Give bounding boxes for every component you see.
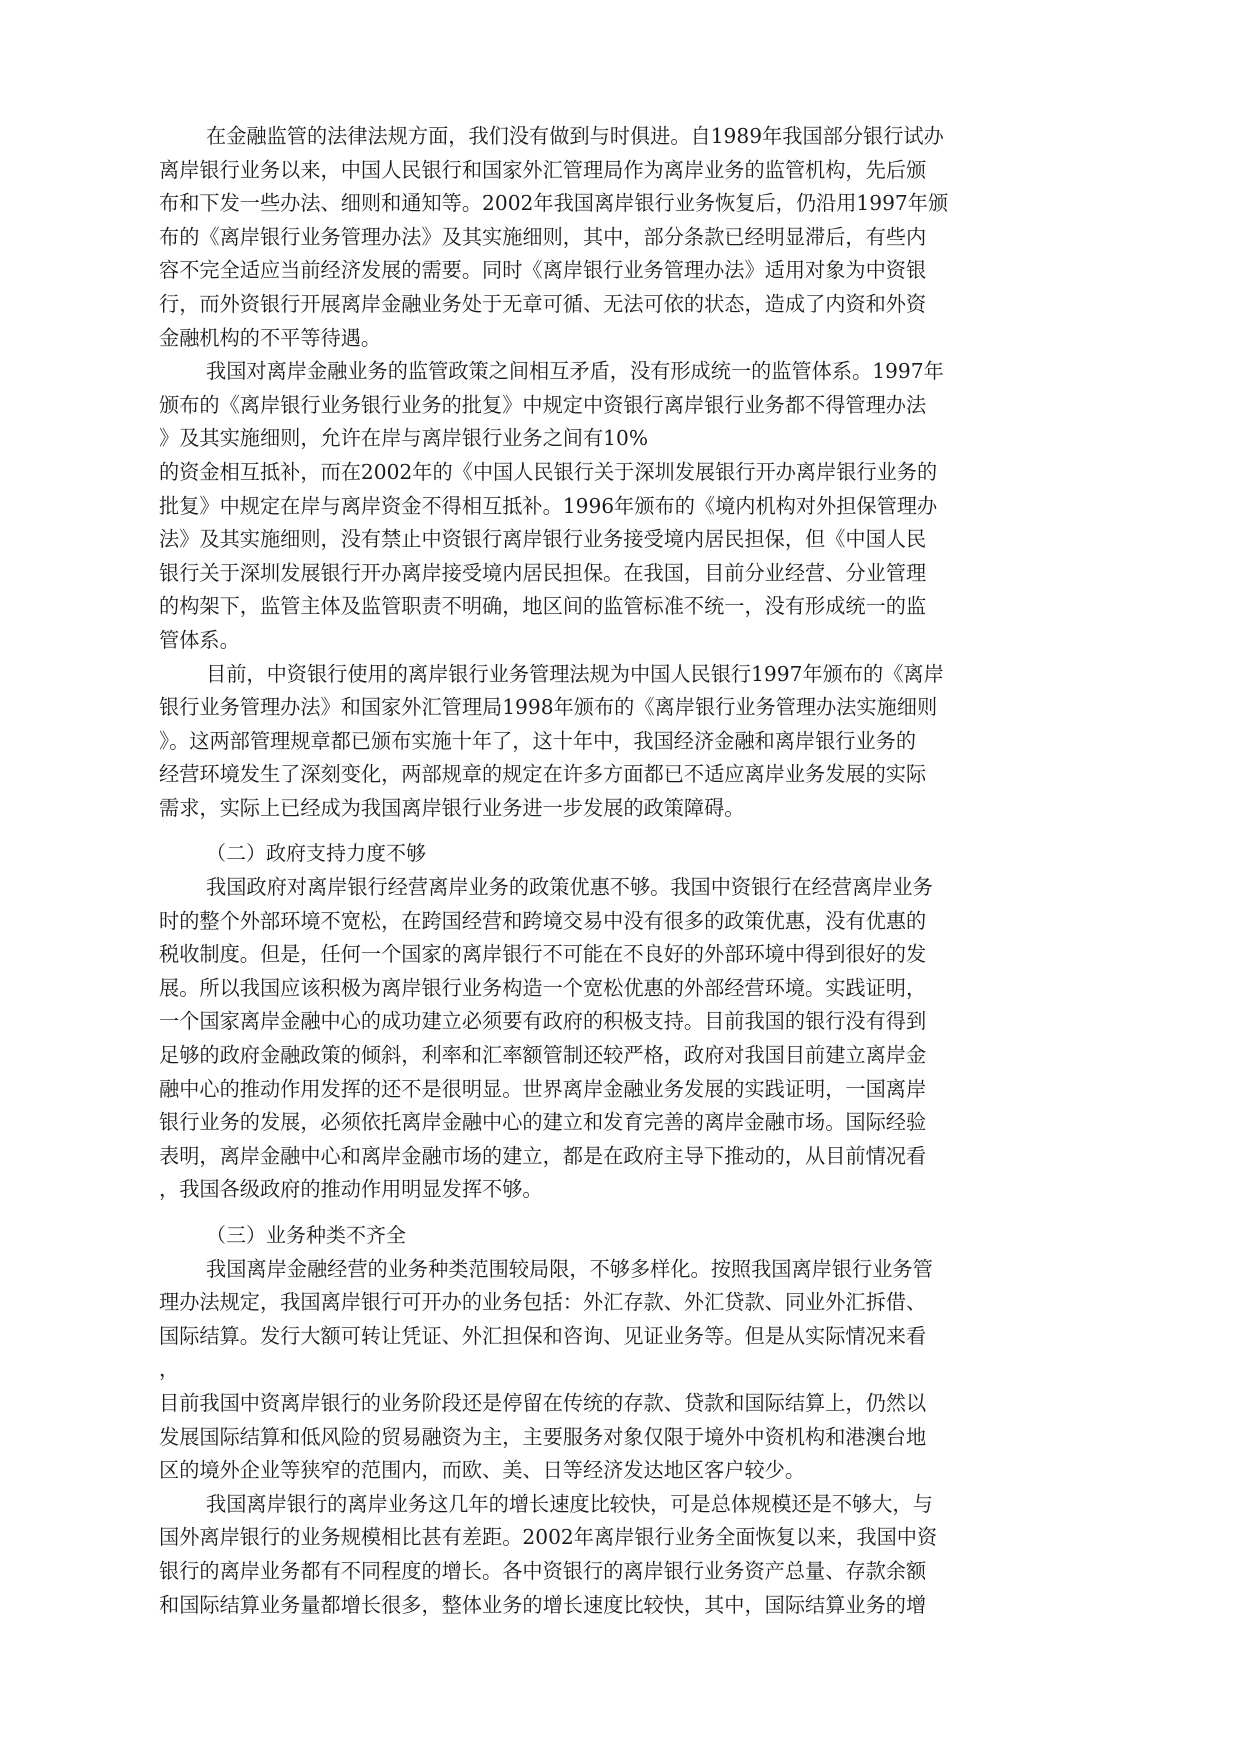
text-line: 》及其实施细则，允许在岸与离岸银行业务之间有10%	[159, 426, 648, 451]
text-line: 我国离岸金融经营的业务种类范围较局限，不够多样化。按照我国离岸银行业务管	[206, 1256, 933, 1281]
section-heading: （二）政府支持力度不够	[206, 841, 426, 866]
text-line: 我国政府对离岸银行经营离岸业务的政策优惠不够。我国中资银行在经营离岸业务	[206, 875, 933, 900]
text-line: 的资金相互抵补，而在2002年的《中国人民银行关于深圳发展银行开办离岸银行业务的	[159, 459, 938, 484]
text-line: 布的《离岸银行业务管理办法》及其实施细则，其中，部分条款已经明显滞后，有些内	[159, 224, 927, 249]
paragraph	[159, 871, 1099, 1207]
text-line: 融中心的推动作用发挥的还不是很明显。世界离岸金融业务发展的实践证明，一国离岸	[159, 1076, 927, 1101]
section-heading: （三）业务种类不齐全	[206, 1223, 406, 1247]
text-line: 足够的政府金融政策的倾斜，利率和汇率额管制还较严格，政府对我国目前建立离岸金	[159, 1043, 927, 1068]
text-line: 国外离岸银行的业务规模相比甚有差距。2002年离岸银行业务全面恢复以来，我国中资	[159, 1525, 938, 1550]
paragraph	[159, 1488, 1099, 1622]
text-line: 目前我国中资离岸银行的业务阶段还是停留在传统的存款、贷款和国际结算上，仍然以	[159, 1390, 927, 1415]
text-line: 法》及其实施细则，没有禁止中资银行离岸银行业务接受境内居民担保，但《中国人民	[159, 527, 927, 552]
text-line: 理办法规定，我国离岸银行可开办的业务包括：外汇存款、外汇贷款、同业外汇拆借、	[159, 1290, 927, 1315]
text-line: 金融机构的不平等待遇。	[159, 325, 382, 350]
text-line: 批复》中规定在岸与离岸资金不得相互抵补。1996年颁布的《境内机构对外担保管理办	[159, 493, 938, 518]
section-gap	[159, 1207, 1099, 1219]
document-page	[159, 120, 1099, 1622]
text-line: 一个国家离岸金融中心的成功建立必须要有政府的积极支持。目前我国的银行没有得到	[159, 1009, 927, 1034]
text-line: 银行关于深圳发展银行开办离岸接受境内居民担保。在我国，目前分业经营、分业管理	[159, 560, 927, 585]
text-line: 管体系。	[159, 627, 240, 652]
text-line: 行，而外资银行开展离岸金融业务处于无章可循、无法可依的状态，造成了内资和外资	[159, 291, 927, 316]
text-line: 国际结算。发行大额可转让凭证、外汇担保和咨询、见证业务等。但是从实际情况来看	[159, 1323, 927, 1348]
text-line: 颁布的《离岸银行业务银行业务的批复》中规定中资银行离岸银行业务都不得管理办法	[159, 392, 927, 417]
text-line: 我国离岸银行的离岸业务这几年的增长速度比较快，可是总体规模还是不够大，与	[206, 1491, 933, 1516]
text-line: 发展国际结算和低风险的贸易融资为主，主要服务对象仅限于境外中资机构和港澳台地	[159, 1424, 927, 1449]
text-line: 银行业务的发展，必须依托离岸金融中心的建立和发育完善的离岸金融市场。国际经验	[159, 1110, 927, 1135]
section-gap	[159, 825, 1099, 837]
text-line: 区的境外企业等狭窄的范围内，而欧、美、日等经济发达地区客户较少。	[159, 1458, 806, 1483]
text-line: 税收制度。但是，任何一个国家的离岸银行不可能在不良好的外部环境中得到很好的发	[159, 942, 927, 967]
text-line: 展。所以我国应该积极为离岸银行业务构造一个宽松优惠的外部经营环境。实践证明，	[159, 975, 927, 1000]
text-line: ，我国各级政府的推动作用明显发挥不够。	[159, 1177, 543, 1202]
text-line: 表明，离岸金融中心和离岸金融市场的建立，都是在政府主导下推动的，从目前情况看	[159, 1143, 927, 1168]
paragraph	[159, 658, 1099, 826]
text-line: ，	[159, 1357, 180, 1382]
text-line: 容不完全适应当前经济发展的需要。同时《离岸银行业务管理办法》适用对象为中资银	[159, 258, 927, 283]
text-line: 目前，中资银行使用的离岸银行业务管理法规为中国人民银行1997年颁布的《离岸	[206, 661, 944, 686]
paragraph	[159, 120, 1099, 355]
text-line: 银行业务管理办法》和国家外汇管理局1998年颁布的《离岸银行业务管理办法实施细则	[159, 695, 938, 720]
text-line: 和国际结算业务量都增长很多，整体业务的增长速度比较快，其中，国际结算业务的增	[159, 1592, 927, 1617]
text-line: 的构架下，监管主体及监管职责不明确，地区间的监管标准不统一，没有形成统一的监	[159, 594, 927, 619]
text-line: 我国对离岸金融业务的监管政策之间相互矛盾，没有形成统一的监管体系。1997年	[206, 359, 944, 384]
text-line: 布和下发一些办法、细则和通知等。2002年我国离岸银行业务恢复后，仍沿用1997年颁	[159, 191, 949, 216]
paragraph	[159, 1253, 1099, 1488]
text-line: 》。这两部管理规章都已颁布实施十年了，这十年中，我国经济金融和离岸银行业务的	[159, 728, 917, 753]
paragraph	[159, 355, 1099, 657]
text-line: 时的整个外部环境不宽松，在跨国经营和跨境交易中没有很多的政策优惠，没有优惠的	[159, 908, 927, 933]
text-line: 需求，实际上已经成为我国离岸银行业务进一步发展的政策障碍。	[159, 795, 745, 820]
text-line: 离岸银行业务以来，中国人民银行和国家外汇管理局作为离岸业务的监管机构，先后颁	[159, 157, 927, 182]
text-line: 经营环境发生了深刻变化，两部规章的规定在许多方面都已不适应离岸业务发展的实际	[159, 762, 927, 787]
text-line: 银行的离岸业务都有不同程度的增长。各中资银行的离岸银行业务资产总量、存款余额	[159, 1558, 927, 1583]
text-line: 在金融监管的法律法规方面，我们没有做到与时俱进。自1989年我国部分银行试办	[206, 124, 944, 148]
